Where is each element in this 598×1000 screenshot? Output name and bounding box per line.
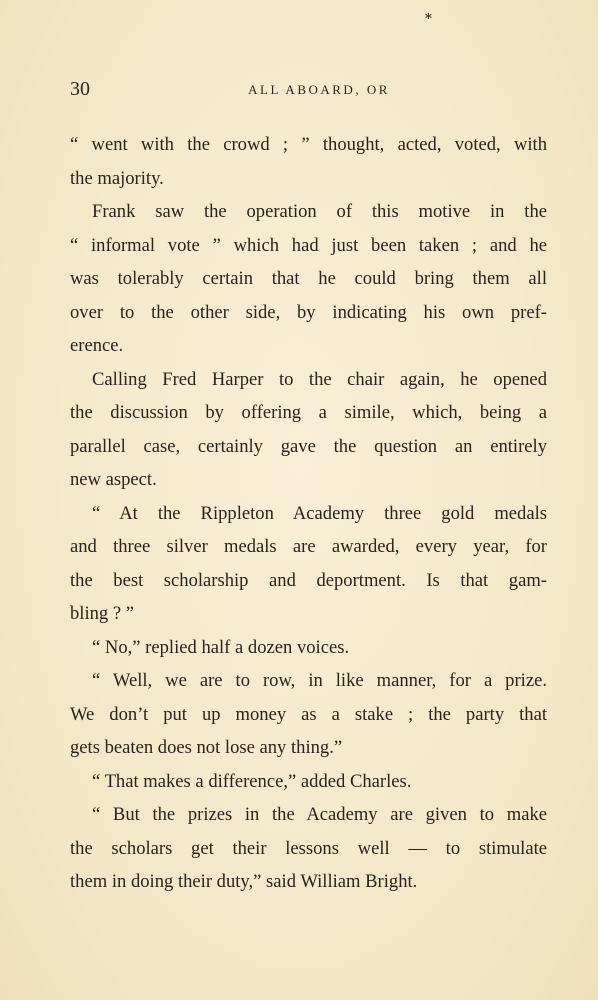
text-line: new aspect. <box>70 469 157 490</box>
text-line: the majority. <box>70 167 164 189</box>
text-line: the discussion by offering a simile, which, being a <box>70 402 547 423</box>
text-line: “ Well, we are to row, in like manner, for a prize. <box>92 670 547 691</box>
text-line: “ At the Rippleton Academy three gold medals <box>92 502 547 524</box>
text-line: We don’t put up money as a stake ; the party that <box>70 703 547 725</box>
text-line: was tolerably certain that he could bring them all <box>70 268 547 289</box>
text-line: “ informal vote ” which had just been taken ; and he <box>70 234 547 256</box>
text-line: bling ? ” <box>70 603 135 624</box>
page-header <box>70 78 548 102</box>
body-text <box>70 128 547 899</box>
text-line: and three silver medals are awarded, every year, for <box>70 536 547 557</box>
text-line: erence. <box>70 335 124 356</box>
text-line: the best scholarship and deportment. Is that gam- <box>70 569 547 591</box>
text-line: parallel case, certainly gave the question an entirely <box>70 435 547 457</box>
text-line: “ went with the crowd ; ” thought, acted, voted, with <box>70 134 547 155</box>
page-number: 30 <box>70 78 90 100</box>
text-line: Frank saw the operation of this motive in the <box>92 201 547 222</box>
text-line: them in doing their duty,” said William Bright. <box>70 871 418 892</box>
text-line: over to the other side, by indicating his own pref- <box>70 301 547 323</box>
text-line: gets beaten does not lose any thing.” <box>70 737 343 758</box>
text-line: “ No,” replied half a dozen voices. <box>92 636 350 658</box>
text-line: “ That makes a difference,” added Charles. <box>92 770 412 792</box>
printer-mark: ∗ <box>424 8 433 23</box>
running-head: ALL ABOARD, OR <box>248 82 390 97</box>
text-line: “ But the prizes in the Academy are given to make <box>92 804 547 825</box>
text-line: the scholars get their lessons well — to stimulate <box>70 837 547 859</box>
text-line: Calling Fred Harper to the chair again, he opened <box>92 368 547 390</box>
